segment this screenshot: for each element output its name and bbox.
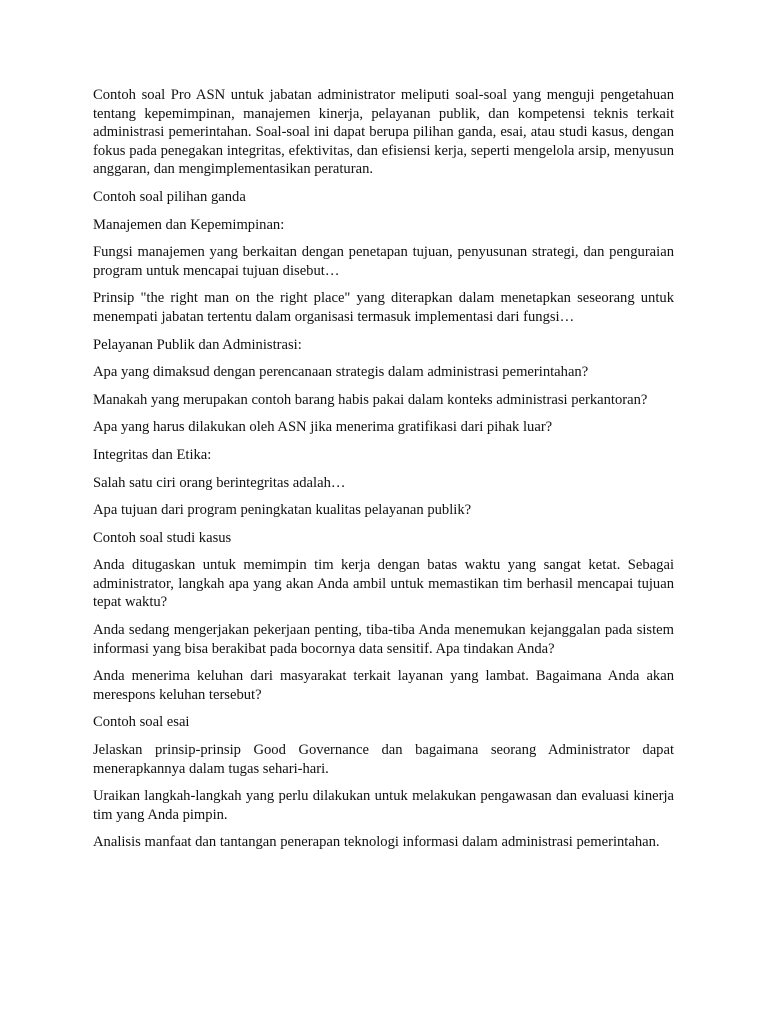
question-item: Analisis manfaat dan tantangan penerapan teknologi informasi dalam administrasi pemerintahan. [93, 834, 660, 851]
question-item: Apa yang harus dilakukan oleh ASN jika menerima gratifikasi dari pihak luar? [93, 419, 553, 436]
subheading-management-leadership: Manajemen dan Kepemimpinan: [93, 216, 285, 233]
question-item: Prinsip "the right man on the right place" yang diterapkan dalam menetapkan seseorang untuk menempati jabatan tertentu dalam organisasi termasuk implementasi dari fungsi… [93, 290, 674, 325]
subheading-integrity-ethics: Integritas dan Etika: [93, 446, 212, 463]
question-item: Fungsi manajemen yang berkaitan dengan penetapan tujuan, penyusunan strategi, dan penguraian program untuk mencapai tujuan disebut… [93, 244, 674, 279]
question-item: Salah satu ciri orang berintegritas adalah… [93, 474, 346, 491]
section-heading-essay: Contoh soal esai [93, 714, 190, 731]
question-item: Uraikan langkah-langkah yang perlu dilakukan untuk melakukan pengawasan dan evaluasi kinerja tim yang Anda pimpin. [93, 788, 674, 823]
question-item: Manakah yang merupakan contoh barang habis pakai dalam konteks administrasi perkantoran? [93, 391, 648, 408]
intro-paragraph: Contoh soal Pro ASN untuk jabatan administrator meliputi soal-soal yang menguji pengetahuan tentang kepemimpinan, manajemen kinerja, pelayanan publik, dan kompetensi teknis terkait administrasi pemerintahan. Soal-soal ini dapat berupa pilihan ganda, esai, atau studi kasus, dengan fokus pada penegakan integritas, efektivitas, dan efisiensi kerja, seperti mengelola arsip, menyusun anggaran, dan mengimplementasikan peraturan. [93, 87, 674, 178]
document-page [93, 86, 674, 861]
section-heading-case-study: Contoh soal studi kasus [93, 529, 232, 546]
question-item: Anda ditugaskan untuk memimpin tim kerja dengan batas waktu yang sangat ketat. Sebagai administrator, langkah apa yang akan Anda ambil untuk memastikan tim berhasil mencapai tujuan tepat waktu? [93, 557, 674, 611]
question-item: Apa tujuan dari program peningkatan kualitas pelayanan publik? [93, 502, 472, 519]
section-heading-multiple-choice: Contoh soal pilihan ganda [93, 188, 246, 205]
question-item: Anda sedang mengerjakan pekerjaan penting, tiba-tiba Anda menemukan kejanggalan pada sistem informasi yang bisa berakibat pada bocornya data sensitif. Apa tindakan Anda? [93, 622, 674, 657]
question-item: Jelaskan prinsip-prinsip Good Governance dan bagaimana seorang Administrator dapat menerapkannya dalam tugas sehari-hari. [93, 742, 674, 777]
question-item: Anda menerima keluhan dari masyarakat terkait layanan yang lambat. Bagaimana Anda akan merespons keluhan tersebut? [93, 668, 674, 703]
question-item: Apa yang dimaksud dengan perencanaan strategis dalam administrasi pemerintahan? [93, 364, 589, 381]
subheading-public-service: Pelayanan Publik dan Administrasi: [93, 336, 302, 353]
